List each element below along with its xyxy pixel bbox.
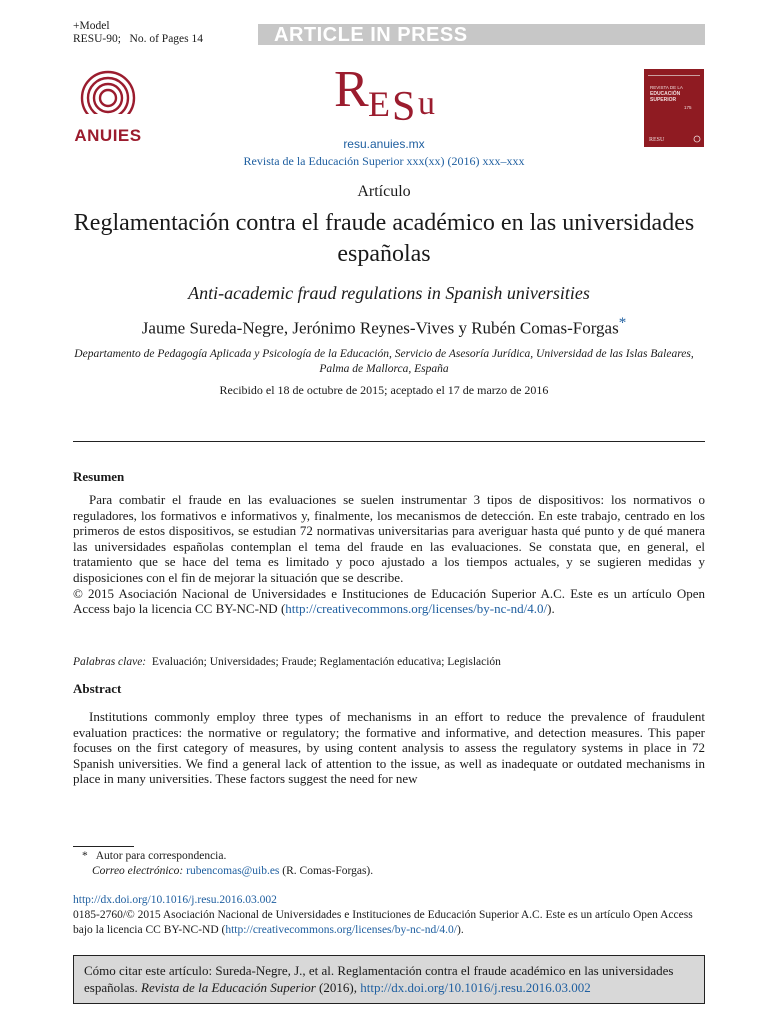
corresponding-author-mark[interactable]: * [618,315,627,331]
license-link[interactable]: http://creativecommons.org/licenses/by-nc-nd/4.0/ [285,601,548,617]
article-subtitle: Anti-academic fraud regulations in Spanish universities [188,283,590,303]
footnote-mark: * [82,850,88,862]
cover-art [644,69,704,147]
keywords [73,656,705,668]
svg-text:EDUCACIÓN: EDUCACIÓN [650,91,681,97]
svg-text:175: 175 [684,105,692,110]
journal-cover-thumbnail [644,69,704,147]
abstract-text: Institutions commonly employ three types of mechanisms in an effort to reduce the prevalence of fraudulent evaluation practices: the normative or regulatory; the formative and informative, and detection measures. This paper focuses on the first category of measures, by using content analysis to assess the regulatory systems in place in 72 Spanish universities. We find a general lack of attention to the issue, as well as inadequate or outdated mechanisms in place in many universities. These factors suggest the need for new [73,709,705,787]
authors-text: Jaume Sureda-Negre, Jerónimo Reynes-Vives y Rubén Comas-Forgas [141,318,619,338]
svg-text:E: E [368,84,390,124]
resu-url[interactable]: resu.anuies.mx [343,137,425,151]
article-title: Reglamentación contra el fraude académico en las universidades españolas [73,210,695,267]
footnote-author [82,849,226,864]
page-count: No. of Pages 14 [129,33,204,45]
citation-box [73,955,705,1004]
article-ref [73,33,203,46]
email-label: Correo electrónico: [92,865,184,877]
banner-text: ARTICLE IN PRESS [274,24,468,46]
received-accepted-dates: Recibido el 18 de octubre de 2015; aceptado el 17 de marzo de 2016 [219,383,549,397]
abstract-heading: Abstract [73,681,122,696]
email-owner: (R. Comas-Forgas). [282,865,374,877]
citation-prefix: Cómo citar este artículo: Sureda-Negre, J., et al. Reglamentación contra el fraude académico en las universidades españolas. [84,963,674,995]
issn-line: 0185-2760/© 2015 Asociación Nacional de Universidades e Instituciones de Educación Superior A.C. Este es un artículo Open Access bajo la licencia CC BY-NC-ND ( [73,909,693,936]
keywords-list: Evaluación; Universidades; Fraude; Reglamentación educativa; Legislación [151,656,501,668]
svg-text:RESU: RESU [649,137,665,143]
ref-code: RESU-90; [73,33,121,45]
svg-text:u: u [418,85,435,122]
doi-link[interactable]: http://dx.doi.org/10.1016/j.resu.2016.03.002 [73,894,277,906]
model-label: +Model [73,20,110,32]
svg-text:R: R [334,62,369,118]
journal-citation-line: Revista de la Educación Superior xxx(xx) (2016) xxx–xxx [243,154,525,168]
svg-text:S: S [392,84,416,130]
resumen-copyright: © 2015 Asociación Nacional de Universidades e Instituciones de Educación Superior A.C. Este es un artículo Open Access bajo la licencia CC BY-NC-ND ( [73,585,705,617]
article-in-press-banner [258,24,705,45]
header-meta [73,20,203,46]
resumen-body [73,492,705,617]
article-type: Artículo [357,183,411,200]
affiliation: Departamento de Pedagogía Aplicada y Psicología de la Educación, Servicio de Asesoría Jurídica, Universidad de las Islas Baleares, Palma de Mallorca, España [74,348,694,375]
anuies-wordmark: ANUIES [74,126,142,145]
keywords-label: Palabras clave: [73,656,147,668]
footnote-email [92,864,373,879]
resu-logo [332,62,452,132]
email-link[interactable]: rubencomas@uib.es [186,865,280,877]
resumen-heading: Resumen [73,469,125,484]
citation-journal: Revista de la Educación Superior [141,979,316,995]
copyright-end: ). [547,601,555,617]
resumen-text: Para combatir el fraude en las evaluaciones se suelen instrumentar 3 tipos de dispositivos: los normativos o reguladores, los formativos e informativos y, finalmente, los mecanismos de detección. En este trabajo, centrado en los primeros de estos dispositivos, se estudian 72 normativas universitarias para averiguar hasta qué punto y de qué manera las universidades españolas contemplan el tema del fraude en las evaluaciones. Se constata que, en general, el tratamiento que se hace del tema es limitado y poco ajustado a los tiempos actuales, y se sugieren medidas y disposiciones con el fin de mejorar la situación que se describe. [73,492,705,585]
doi-end: ). [457,924,464,936]
svg-text:REVISTA DE LA: REVISTA DE LA [650,85,683,90]
divider [73,441,705,442]
citation-year: (2016), [319,979,357,995]
svg-text:SUPERIOR: SUPERIOR [650,97,677,103]
footnote-divider [73,846,134,847]
abstract-body [73,709,705,787]
doi-block [73,893,713,938]
footnote-author-note: Autor para correspondencia. [95,850,227,862]
anuies-rings-icon [70,66,146,126]
doi-license-link[interactable]: http://creativecommons.org/licenses/by-nc-nd/4.0/ [225,924,457,936]
citation-doi-link[interactable]: http://dx.doi.org/10.1016/j.resu.2016.03.002 [360,979,591,995]
author-list [0,315,768,339]
